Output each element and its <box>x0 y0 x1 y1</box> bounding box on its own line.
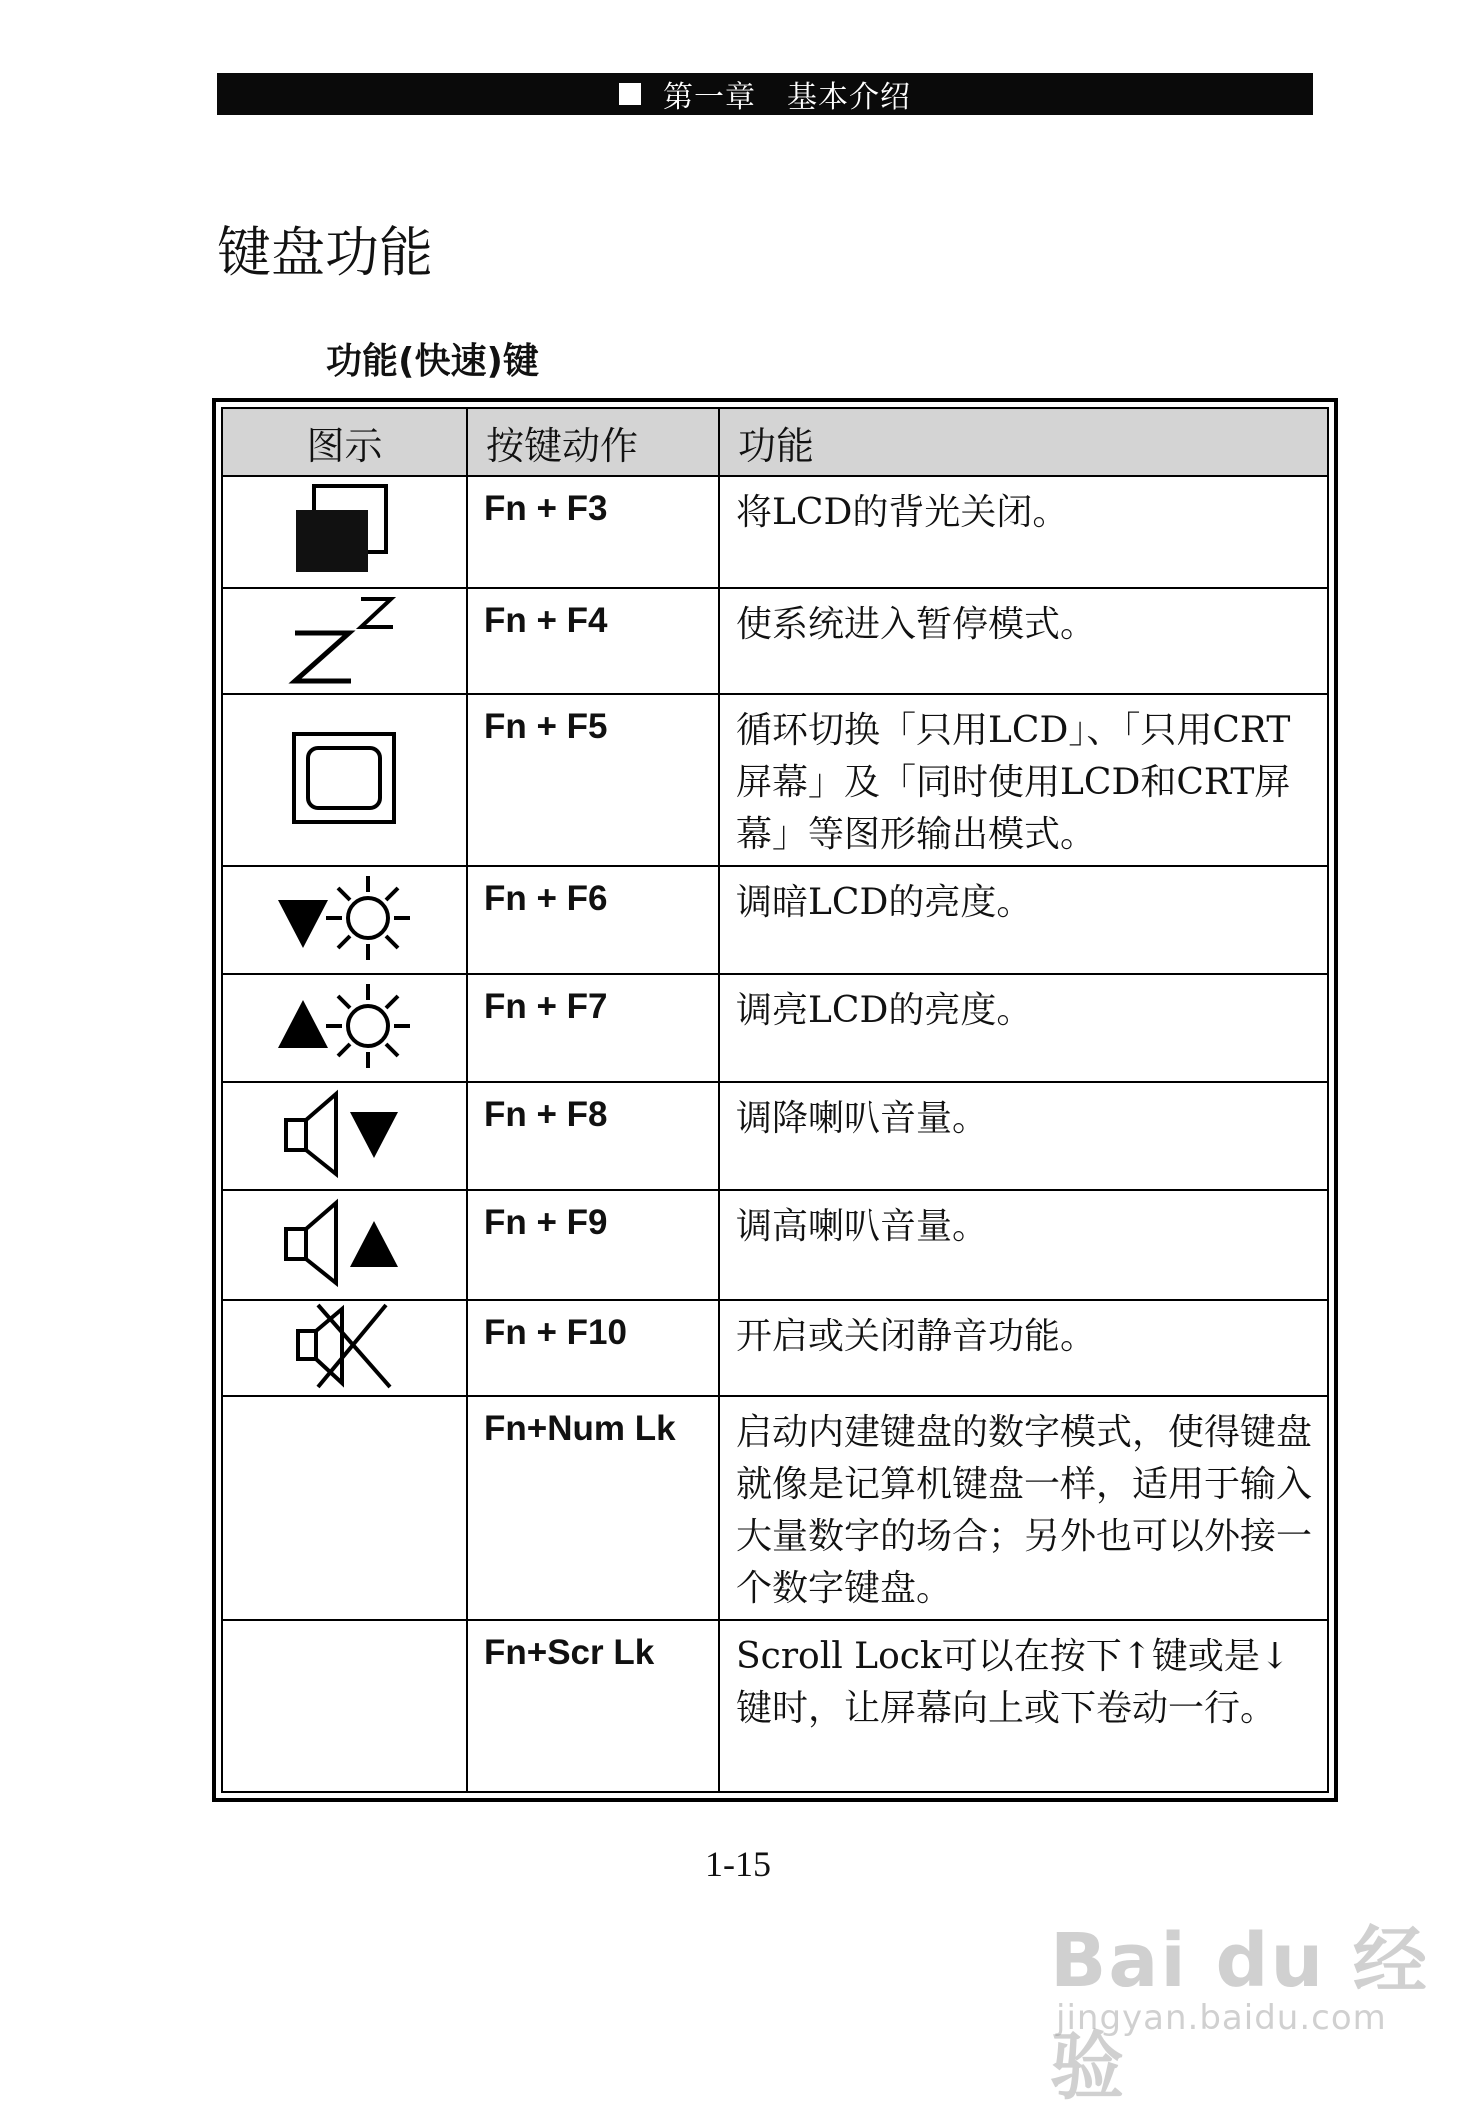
display-off-icon <box>290 482 400 578</box>
table-row <box>222 1620 1328 1792</box>
function-text: 调高喇叭音量。 <box>719 1190 1328 1300</box>
function-key-table <box>221 407 1329 1793</box>
subsection-title: 功能(快速)键 <box>326 341 539 382</box>
monitor-toggle-icon <box>290 730 400 826</box>
square-bullet-icon <box>619 83 641 105</box>
watermark-brand: Bai du 经验 <box>1050 1918 1429 2110</box>
page-number: 1-15 <box>705 1844 771 1884</box>
table-row <box>222 588 1328 694</box>
key-action: Fn + F6 <box>467 866 719 974</box>
key-action: Fn + F4 <box>467 588 719 694</box>
table-row <box>222 1082 1328 1190</box>
baidu-watermark <box>1050 1880 1450 2110</box>
icon-cell <box>222 476 467 588</box>
volume-up-icon <box>280 1195 410 1291</box>
brightness-down-icon <box>272 872 418 964</box>
table-row <box>222 694 1328 866</box>
key-action: Fn + F8 <box>467 1082 719 1190</box>
table-header-row <box>222 408 1328 476</box>
header-key-action: 按键动作 <box>467 408 719 476</box>
function-text: 调降喇叭音量。 <box>719 1082 1328 1190</box>
function-text: 使系统进入暂停模式。 <box>719 588 1328 694</box>
icon-cell-empty <box>222 1396 467 1620</box>
function-text: 将LCD的背光关闭。 <box>719 476 1328 588</box>
table-row <box>222 866 1328 974</box>
function-key-table-frame <box>212 398 1338 1802</box>
icon-cell <box>222 1190 467 1300</box>
function-text: Scroll Lock可以在按下↑键或是↓键时，让屏幕向上或下卷动一行。 <box>719 1620 1328 1792</box>
watermark-url: jingyan.baidu.com <box>1056 1998 1387 2038</box>
function-text: 开启或关闭静音功能。 <box>719 1300 1328 1396</box>
function-text: 启动内建键盘的数字模式，使得键盘就像是记算机键盘一样，适用于输入大量数字的场合；另外也可以外接一个数字键盘。 <box>719 1396 1328 1620</box>
chapter-title: 第一章 基本介绍 <box>663 80 911 115</box>
icon-cell <box>222 694 467 866</box>
icon-cell <box>222 974 467 1082</box>
icon-cell <box>222 1300 467 1396</box>
table-row <box>222 476 1328 588</box>
table-row <box>222 974 1328 1082</box>
key-action: Fn+Num Lk <box>467 1396 719 1620</box>
header-function: 功能 <box>719 408 1328 476</box>
volume-down-icon <box>280 1086 410 1182</box>
header-icon: 图示 <box>222 408 467 476</box>
icon-cell <box>222 866 467 974</box>
key-action: Fn + F10 <box>467 1300 719 1396</box>
key-action: Fn + F5 <box>467 694 719 866</box>
icon-cell <box>222 588 467 694</box>
brightness-up-icon <box>272 980 418 1072</box>
mute-icon <box>290 1301 400 1391</box>
key-action: Fn + F3 <box>467 476 719 588</box>
key-action: Fn + F7 <box>467 974 719 1082</box>
section-title: 键盘功能 <box>217 221 433 284</box>
icon-cell <box>222 1082 467 1190</box>
function-text: 调暗LCD的亮度。 <box>719 866 1328 974</box>
key-action: Fn+Scr Lk <box>467 1620 719 1792</box>
chapter-header-bar <box>217 73 1313 115</box>
table-row <box>222 1190 1328 1300</box>
table-row <box>222 1396 1328 1620</box>
icon-cell-empty <box>222 1620 467 1792</box>
key-action: Fn + F9 <box>467 1190 719 1300</box>
sleep-zz-icon <box>285 591 405 687</box>
function-text: 调亮LCD的亮度。 <box>719 974 1328 1082</box>
table-row <box>222 1300 1328 1396</box>
function-text: 循环切换「只用LCD」、「只用CRT屏幕」及「同时使用LCD和CRT屏幕」等图形输出模式。 <box>719 694 1328 866</box>
